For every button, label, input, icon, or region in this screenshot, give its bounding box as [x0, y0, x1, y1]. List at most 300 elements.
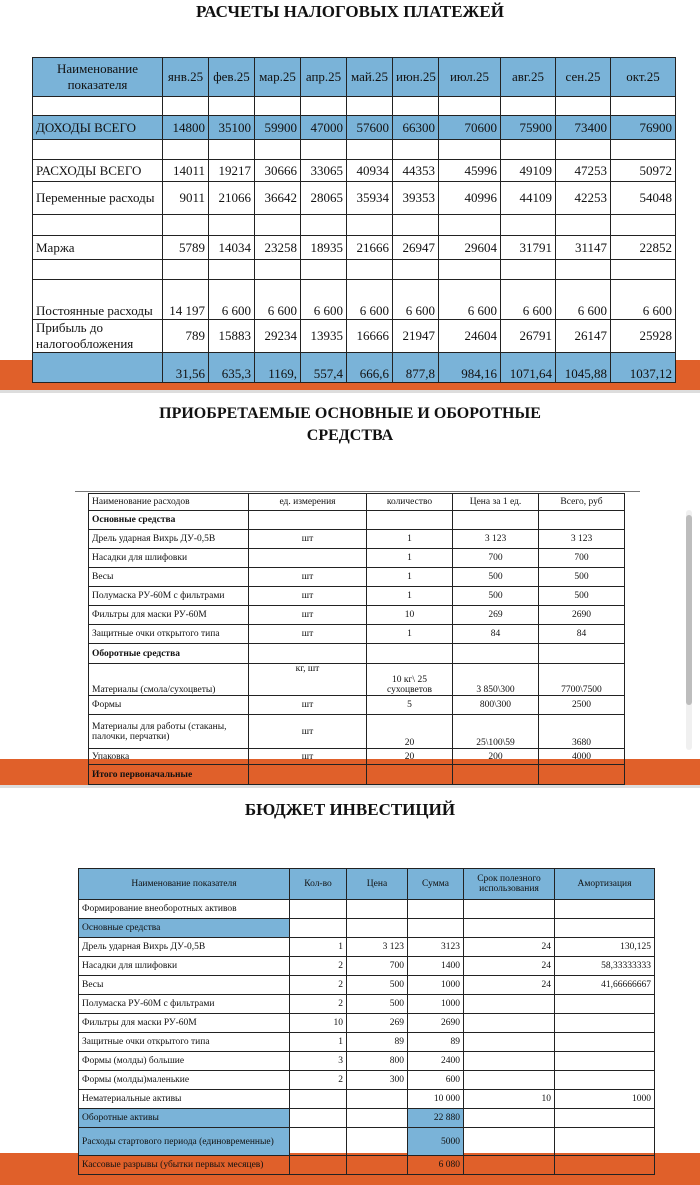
value-cell	[555, 1014, 655, 1033]
table-header-row	[89, 494, 625, 511]
row-label: Насадки для шлифовки	[79, 957, 290, 976]
value-cell	[556, 97, 611, 116]
table-row	[79, 995, 655, 1014]
table-row	[89, 530, 625, 549]
header-cell: Кол-во	[290, 869, 347, 900]
value-cell: 1045,88	[556, 353, 611, 383]
row-label: Основные средства	[89, 511, 249, 530]
row-label: ДОХОДЫ ВСЕГО	[33, 116, 163, 140]
value-cell: 1	[367, 549, 453, 568]
table-header-row	[79, 869, 655, 900]
value-cell	[347, 1156, 408, 1175]
value-cell	[347, 1128, 408, 1156]
value-cell: 1169,	[255, 353, 301, 383]
value-cell: 10 000	[408, 1090, 464, 1109]
value-cell: 10	[464, 1090, 555, 1109]
value-cell: 19217	[209, 160, 255, 182]
value-cell: 800	[347, 1052, 408, 1071]
value-cell: 28065	[301, 182, 347, 215]
value-cell	[393, 260, 439, 280]
row-label	[33, 215, 163, 236]
value-cell	[555, 995, 655, 1014]
value-cell: 300	[347, 1071, 408, 1090]
value-cell: 600	[408, 1071, 464, 1090]
value-cell: 3123	[408, 938, 464, 957]
value-cell: 500	[347, 995, 408, 1014]
slide-assets	[0, 390, 700, 785]
value-cell	[249, 765, 367, 785]
value-cell: 6 600	[347, 280, 393, 320]
value-cell: 2690	[539, 606, 625, 625]
row-label: Формирование внеоборотных активов	[79, 900, 290, 919]
value-cell	[439, 215, 501, 236]
header-label: Наименование показателя	[33, 58, 163, 97]
value-cell: 25928	[611, 320, 676, 353]
value-cell: 29604	[439, 236, 501, 260]
value-cell: 26947	[393, 236, 439, 260]
value-cell: 24	[464, 976, 555, 995]
table-row	[89, 511, 625, 530]
value-cell: 635,3	[209, 353, 255, 383]
value-cell	[539, 644, 625, 664]
scrollbar-thumb[interactable]	[686, 515, 692, 705]
value-cell: 14034	[209, 236, 255, 260]
value-cell: 2	[290, 976, 347, 995]
value-cell	[611, 97, 676, 116]
value-cell	[464, 995, 555, 1014]
value-cell: 789	[163, 320, 209, 353]
value-cell: 6 600	[393, 280, 439, 320]
value-cell	[209, 260, 255, 280]
value-cell: шт	[249, 696, 367, 715]
value-cell	[464, 1014, 555, 1033]
value-cell	[408, 919, 464, 938]
value-cell: 33065	[301, 160, 347, 182]
value-cell: 13935	[301, 320, 347, 353]
value-cell: 18935	[301, 236, 347, 260]
value-cell: 50972	[611, 160, 676, 182]
value-cell	[555, 1156, 655, 1175]
row-label: Маржа	[33, 236, 163, 260]
value-cell: 557,4	[301, 353, 347, 383]
value-cell: 6 080	[408, 1156, 464, 1175]
value-cell: 20	[367, 749, 453, 765]
value-cell	[393, 140, 439, 160]
slide-investment-budget	[0, 785, 700, 1185]
assets-table	[88, 493, 625, 785]
value-cell: 49109	[501, 160, 556, 182]
row-label: Постоянные расходы	[33, 280, 163, 320]
header-cell: Наименование показателя	[79, 869, 290, 900]
month-header: июн.25	[393, 58, 439, 97]
spacer-row	[33, 260, 676, 280]
value-cell: 9011	[163, 182, 209, 215]
value-cell	[439, 140, 501, 160]
value-cell	[163, 140, 209, 160]
header-cell: Цена за 1 ед.	[453, 494, 539, 511]
value-cell: 24604	[439, 320, 501, 353]
value-cell: 1400	[408, 957, 464, 976]
value-cell	[163, 97, 209, 116]
value-cell: 3 123	[347, 938, 408, 957]
value-cell	[439, 97, 501, 116]
row-label: Материалы для работы (стаканы, палочки, перчатки)	[89, 715, 249, 749]
value-cell: 44109	[501, 182, 556, 215]
row-label	[33, 353, 163, 383]
value-cell: шт	[249, 530, 367, 549]
value-cell: 7700\7500	[539, 664, 625, 696]
month-header: янв.25	[163, 58, 209, 97]
value-cell: 500	[347, 976, 408, 995]
value-cell	[347, 215, 393, 236]
value-cell: 10	[290, 1014, 347, 1033]
value-cell: 21666	[347, 236, 393, 260]
value-cell	[556, 260, 611, 280]
value-cell: 500	[453, 568, 539, 587]
value-cell: 20	[367, 715, 453, 749]
value-cell: 30666	[255, 160, 301, 182]
row-label: Фильтры для маски РУ-60М	[79, 1014, 290, 1033]
value-cell: 700	[453, 549, 539, 568]
value-cell: 31,56	[163, 353, 209, 383]
value-cell: 3 850\300	[453, 664, 539, 696]
value-cell: 84	[453, 625, 539, 644]
value-cell: 10 кг\ 25 сухоцветов	[367, 664, 453, 696]
table-row	[33, 160, 676, 182]
value-cell: 47000	[301, 116, 347, 140]
value-cell: 6 600	[209, 280, 255, 320]
value-cell	[539, 511, 625, 530]
value-cell	[501, 260, 556, 280]
value-cell	[347, 1090, 408, 1109]
header-cell: Цена	[347, 869, 408, 900]
value-cell: 6 600	[611, 280, 676, 320]
row-label: Весы	[79, 976, 290, 995]
row-label: Оборотные активы	[79, 1109, 290, 1128]
table-row	[79, 1128, 655, 1156]
table-row	[89, 664, 625, 696]
value-cell: 2	[290, 1071, 347, 1090]
value-cell: 25\100\59	[453, 715, 539, 749]
value-cell	[453, 511, 539, 530]
value-cell	[555, 1033, 655, 1052]
value-cell	[393, 215, 439, 236]
value-cell: 5789	[163, 236, 209, 260]
value-cell: 1	[367, 625, 453, 644]
value-cell	[255, 97, 301, 116]
value-cell	[249, 644, 367, 664]
tax-table	[32, 57, 676, 383]
value-cell: 3	[290, 1052, 347, 1071]
value-cell: 6 600	[556, 280, 611, 320]
value-cell: 1	[367, 587, 453, 606]
value-cell	[464, 1156, 555, 1175]
value-cell	[249, 549, 367, 568]
value-cell	[367, 644, 453, 664]
row-label: Дрель ударная Вихрь ДУ-0,5В	[89, 530, 249, 549]
value-cell	[555, 1128, 655, 1156]
value-cell: 70600	[439, 116, 501, 140]
value-cell	[290, 1128, 347, 1156]
value-cell	[290, 1156, 347, 1175]
slide-title: ПРИОБРЕТАЕМЫЕ ОСНОВНЫЕ И ОБОРОТНЫЕ СРЕДСТВА	[159, 405, 541, 444]
month-header: апр.25	[301, 58, 347, 97]
value-cell: 54048	[611, 182, 676, 215]
value-cell	[209, 140, 255, 160]
table-row	[89, 715, 625, 749]
value-cell: 5	[367, 696, 453, 715]
value-cell: 59900	[255, 116, 301, 140]
value-cell: 40996	[439, 182, 501, 215]
value-cell: 3 123	[453, 530, 539, 549]
header-cell: Амортизация	[555, 869, 655, 900]
row-label	[33, 97, 163, 116]
value-cell	[555, 919, 655, 938]
value-cell	[347, 260, 393, 280]
value-cell: 16666	[347, 320, 393, 353]
value-cell: 75900	[501, 116, 556, 140]
header-cell: Наименование расходов	[89, 494, 249, 511]
value-cell: 1000	[555, 1090, 655, 1109]
row-label: РАСХОДЫ ВСЕГО	[33, 160, 163, 182]
value-cell: 23258	[255, 236, 301, 260]
value-cell	[439, 260, 501, 280]
value-cell	[464, 1033, 555, 1052]
value-cell: 21947	[393, 320, 439, 353]
value-cell: 10	[367, 606, 453, 625]
value-cell: 21066	[209, 182, 255, 215]
value-cell: 5000	[408, 1128, 464, 1156]
value-cell: 22 880	[408, 1109, 464, 1128]
table-row	[79, 1090, 655, 1109]
row-label: Расходы стартового периода (единовременные)	[79, 1128, 290, 1156]
value-cell	[347, 1109, 408, 1128]
table-row	[79, 1109, 655, 1128]
value-cell	[209, 97, 255, 116]
row-label: Упаковка	[89, 749, 249, 765]
value-cell	[255, 140, 301, 160]
value-cell: 89	[408, 1033, 464, 1052]
value-cell: 877,8	[393, 353, 439, 383]
table-row	[89, 568, 625, 587]
value-cell	[347, 97, 393, 116]
table-row	[89, 549, 625, 568]
value-cell: 1	[290, 938, 347, 957]
value-cell	[464, 1109, 555, 1128]
value-cell: 3680	[539, 715, 625, 749]
value-cell: 1037,12	[611, 353, 676, 383]
value-cell: 76900	[611, 116, 676, 140]
value-cell	[501, 140, 556, 160]
month-header: сен.25	[556, 58, 611, 97]
value-cell: 24	[464, 957, 555, 976]
value-cell	[290, 919, 347, 938]
month-header: авг.25	[501, 58, 556, 97]
value-cell: 130,125	[555, 938, 655, 957]
header-cell: Всего, руб	[539, 494, 625, 511]
table-row	[89, 765, 625, 785]
value-cell: 666,6	[347, 353, 393, 383]
row-label: Нематериальные активы	[79, 1090, 290, 1109]
row-label: Переменные расходы	[33, 182, 163, 215]
row-label: Весы	[89, 568, 249, 587]
row-label: Насадки для шлифовки	[89, 549, 249, 568]
value-cell	[453, 644, 539, 664]
value-cell	[347, 919, 408, 938]
value-cell: 1071,64	[501, 353, 556, 383]
row-label: Фильтры для маски РУ-60М	[89, 606, 249, 625]
value-cell: 14011	[163, 160, 209, 182]
table-row	[33, 116, 676, 140]
row-label: Полумаска РУ-60М с фильтрами	[89, 587, 249, 606]
value-cell	[555, 1052, 655, 1071]
value-cell	[555, 1109, 655, 1128]
value-cell: 6 600	[439, 280, 501, 320]
value-cell	[555, 1071, 655, 1090]
investment-table	[78, 868, 655, 1175]
table-row	[79, 1052, 655, 1071]
table-row	[33, 320, 676, 353]
value-cell	[464, 900, 555, 919]
value-cell: 700	[539, 549, 625, 568]
value-cell	[163, 215, 209, 236]
table-row	[79, 919, 655, 938]
value-cell	[393, 97, 439, 116]
value-cell: 4000	[539, 749, 625, 765]
row-label	[33, 260, 163, 280]
value-cell	[301, 140, 347, 160]
row-label	[33, 140, 163, 160]
value-cell: 29234	[255, 320, 301, 353]
value-cell: 31147	[556, 236, 611, 260]
header-cell: Сумма	[408, 869, 464, 900]
table-row	[79, 938, 655, 957]
value-cell: 500	[453, 587, 539, 606]
value-cell: 66300	[393, 116, 439, 140]
value-cell: 1	[367, 530, 453, 549]
value-cell: 3 123	[539, 530, 625, 549]
row-label: Материалы (смола/сухоцветы)	[89, 664, 249, 696]
value-cell: 984,16	[439, 353, 501, 383]
row-label: Основные средства	[79, 919, 290, 938]
value-cell: 1	[367, 568, 453, 587]
table-row	[33, 280, 676, 320]
value-cell: 269	[347, 1014, 408, 1033]
table-row	[89, 587, 625, 606]
value-cell	[301, 97, 347, 116]
table-row	[33, 182, 676, 215]
value-cell	[255, 260, 301, 280]
table-row	[89, 606, 625, 625]
slide-title: БЮДЖЕТ ИНВЕСТИЦИЙ	[244, 800, 456, 819]
value-cell	[290, 1090, 347, 1109]
value-cell: 800\300	[453, 696, 539, 715]
value-cell: 6 600	[301, 280, 347, 320]
value-cell: кг, шт	[249, 664, 367, 696]
value-cell: 31791	[501, 236, 556, 260]
row-label: Дрель ударная Вихрь ДУ-0,5В	[79, 938, 290, 957]
value-cell	[501, 215, 556, 236]
divider	[75, 491, 640, 492]
spacer-row	[33, 140, 676, 160]
value-cell: 22852	[611, 236, 676, 260]
value-cell: 1	[290, 1033, 347, 1052]
slide-title: РАСЧЕТЫ НАЛОГОВЫХ ПЛАТЕЖЕЙ	[196, 2, 504, 21]
row-label: Защитные очки открытого типа	[79, 1033, 290, 1052]
spacer-row	[33, 215, 676, 236]
value-cell: 2500	[539, 696, 625, 715]
value-cell: 57600	[347, 116, 393, 140]
value-cell: 35100	[209, 116, 255, 140]
value-cell	[367, 511, 453, 530]
table-row	[79, 900, 655, 919]
value-cell: 2	[290, 957, 347, 976]
row-label: Итого первоначальные	[89, 765, 249, 785]
value-cell	[290, 900, 347, 919]
table-row	[79, 1033, 655, 1052]
value-cell	[347, 140, 393, 160]
month-header: фев.25	[209, 58, 255, 97]
value-cell: шт	[249, 625, 367, 644]
value-cell: 89	[347, 1033, 408, 1052]
value-cell: 26791	[501, 320, 556, 353]
value-cell: 44353	[393, 160, 439, 182]
value-cell	[501, 97, 556, 116]
value-cell: 15883	[209, 320, 255, 353]
value-cell: 26147	[556, 320, 611, 353]
table-header-row	[33, 58, 676, 97]
value-cell	[464, 1052, 555, 1071]
value-cell: 500	[539, 568, 625, 587]
table-row	[79, 1071, 655, 1090]
row-label: Прибыль до налогообложения	[33, 320, 163, 353]
value-cell	[539, 765, 625, 785]
slide-tax-payments	[0, 0, 700, 390]
month-header: май.25	[347, 58, 393, 97]
value-cell	[249, 511, 367, 530]
value-cell: шт	[249, 606, 367, 625]
value-cell: 58,33333333	[555, 957, 655, 976]
month-header: июл.25	[439, 58, 501, 97]
header-cell: Срок полезного использования	[464, 869, 555, 900]
value-cell	[556, 140, 611, 160]
value-cell: 1000	[408, 976, 464, 995]
value-cell: 42253	[556, 182, 611, 215]
header-cell: количество	[367, 494, 453, 511]
value-cell: 47253	[556, 160, 611, 182]
value-cell: 35934	[347, 182, 393, 215]
row-label: Полумаска РУ-60М с фильтрами	[79, 995, 290, 1014]
value-cell: шт	[249, 749, 367, 765]
value-cell	[290, 1109, 347, 1128]
value-cell: 200	[453, 749, 539, 765]
row-label: Формы (молды) большие	[79, 1052, 290, 1071]
value-cell	[163, 260, 209, 280]
value-cell	[255, 215, 301, 236]
value-cell: 14 197	[163, 280, 209, 320]
month-header: окт.25	[611, 58, 676, 97]
table-row	[89, 696, 625, 715]
value-cell: 39353	[393, 182, 439, 215]
value-cell	[453, 765, 539, 785]
value-cell	[556, 215, 611, 236]
table-row	[89, 644, 625, 664]
value-cell: 1000	[408, 995, 464, 1014]
value-cell: 500	[539, 587, 625, 606]
month-header: мар.25	[255, 58, 301, 97]
table-row	[79, 1014, 655, 1033]
value-cell: 73400	[556, 116, 611, 140]
